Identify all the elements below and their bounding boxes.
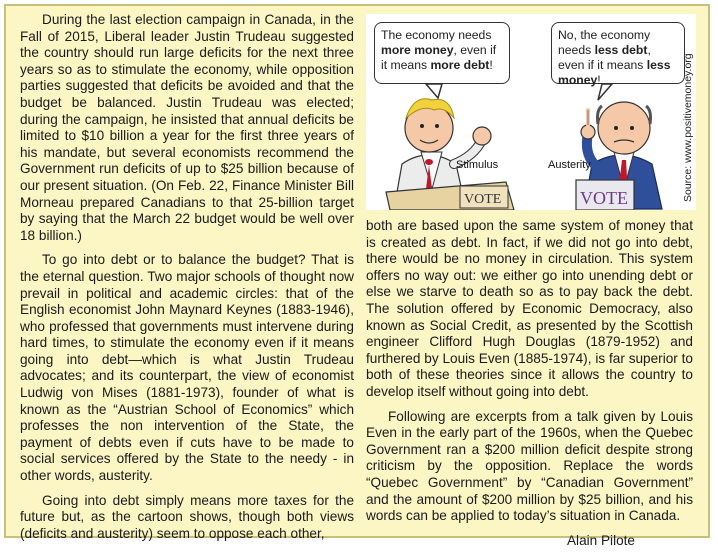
ballot-box-right — [576, 180, 634, 210]
article-right-column — [366, 218, 693, 557]
bubble-tail-right — [598, 84, 612, 100]
image-source-credit: Source: www.positivemoney.org — [682, 53, 694, 202]
bubble-tail-left — [426, 84, 442, 98]
paragraph-going-into-debt: Going into debt simply means more taxes for the future but, as the cartoon shows, though both views (deficits and austerity) seem to oppose each other, — [20, 492, 354, 541]
cartoon-illustration — [366, 14, 696, 210]
article-left-column — [20, 12, 354, 550]
paragraph-schools-of-thought: To go into debt or to balance the budget? That is the eternal question. Two major schools of thought now prevail in political and academic circles: that of the English economist John Maynard Keynes (1883-1946), who professed that governments must intervene during hard times, to stimulate the economy even if it means going into debt—which is what Justin Trudeau advocates; and its counterpart, the view of economist Ludwig von Mises (1881-1973), founder of what is known as the “Austrian School of Economics” which professes the non intervention of the State, the payment of debts even if cuts have to be made to social services offered by the State to the needy - in other words, austerity. — [20, 252, 354, 484]
speech-bubble-austerity: No, the economy needs less debt, even if it means less money! — [551, 22, 685, 84]
caption-stimulus: Stimulus — [456, 159, 499, 171]
vote-label-left: VOTE — [464, 192, 502, 207]
caption-austerity: Austerity — [548, 159, 591, 171]
vote-label-right: VOTE — [580, 188, 628, 208]
speech-bubble-stimulus: The economy needs more money, even if it means more debt! — [374, 22, 510, 84]
cartoon-drawing — [366, 14, 696, 210]
author-signature: Alain Pilote — [566, 532, 635, 548]
paragraph-louis-even: Following are excerpts from a talk given by Louis Even in the early part of the 1960s, when the Quebec Government ran a $200 million deficit despite strong criticism by the opposition. Replace the words “Quebec Government” by “Canadian Government” and the amount of $200 million by $25 billion, and his words can be applied to today’s situation in Canada. — [366, 408, 693, 524]
paragraph-same-system: both are based upon the same system of money that is created as debt. In fact, if we did not go into debt, there would be no money in circulation. This system offers no way out: we either go into unending debt or else we starve to death so as to pay back the debt. The solution offered by Economic Democracy, also known as Social Credit, as presented by the Scottish engineer Clifford Hugh Douglas (1879-1952) and furthered by Louis Even (1885-1974), is far superior to both of these theories since it allows the country to develop itself without going into debt. — [366, 218, 693, 399]
paragraph-election: During the last election campaign in Canada, in the Fall of 2015, Liberal leader Justin Trudeau suggested the country should run large deficits for the next three years so as to stimulate the economy, while opposition parties suggested that deficits be avoided and that the budget be balanced. Justin Trudeau was elected; during the campaign, he insisted that annual deficits be limited to $10 billion a year for the first three years of his mandate, but several economists recommend the Government run deficits of up to $25 billion because of our present situation. (On Feb. 22, Finance Minister Bill Morneau prepared Canadians to that 25-billion target by saying that the March 22 budget would be well over 18 billion.) — [20, 12, 354, 243]
